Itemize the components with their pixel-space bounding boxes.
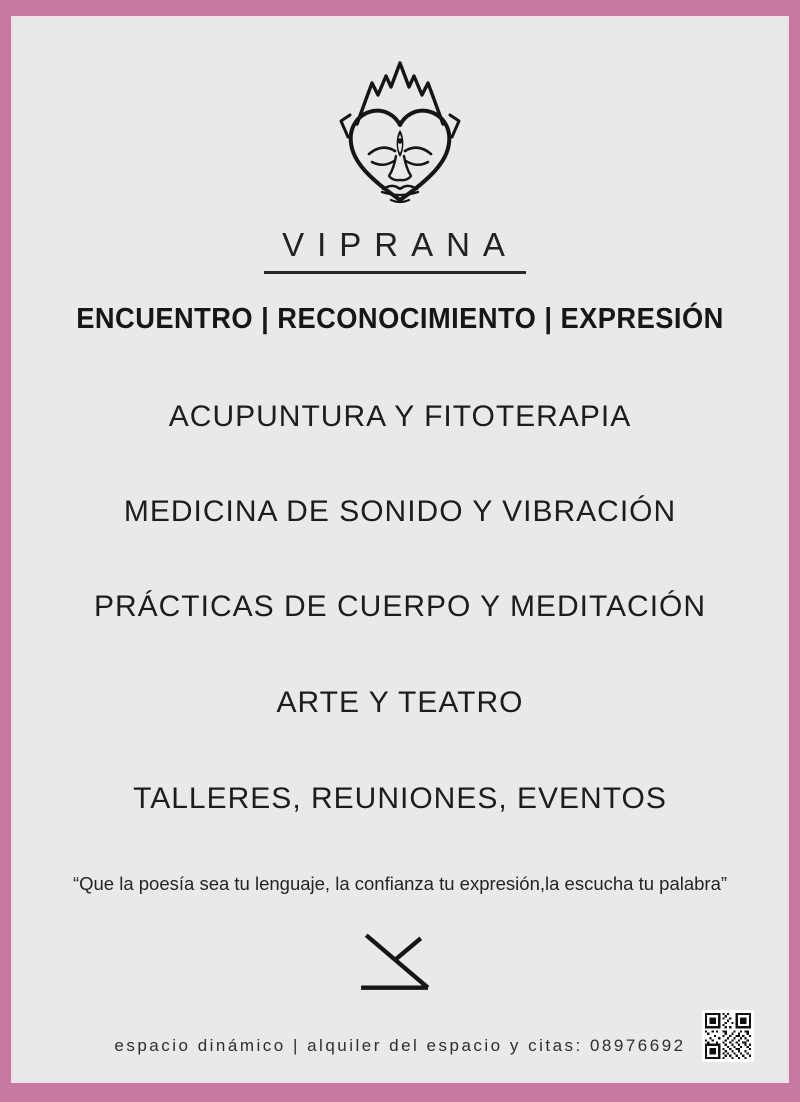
- quote-text: “Que la poesía sea tu lenguaje, la confianza tu expresión,la escucha tu palabra”: [72, 873, 728, 894]
- qr-code: [702, 1010, 754, 1062]
- brand-title: VIPRANA: [282, 226, 518, 263]
- tagline: ENCUENTRO | RECONOCIMIENTO | EXPRESIÓN: [76, 303, 724, 335]
- heart-face-flame-logo-icon: [320, 58, 480, 218]
- brand-underline: [264, 271, 526, 274]
- service-line-acupuntura: ACUPUNTURA Y FITOTERAPIA: [168, 400, 632, 433]
- service-line-practicas: PRÁCTICAS DE CUERPO Y MEDITACIÓN: [93, 590, 707, 623]
- service-line-talleres: TALLERES, REUNIONES, EVENTOS: [133, 782, 667, 815]
- rotated-k-arrow-icon: [358, 932, 430, 994]
- footer-contact-text: espacio dinámico | alquiler del espacio y citas: 08976692: [114, 1036, 686, 1055]
- service-line-arte: ARTE Y TEATRO: [276, 686, 524, 719]
- service-line-medicina: MEDICINA DE SONIDO Y VIBRACIÓN: [123, 495, 677, 528]
